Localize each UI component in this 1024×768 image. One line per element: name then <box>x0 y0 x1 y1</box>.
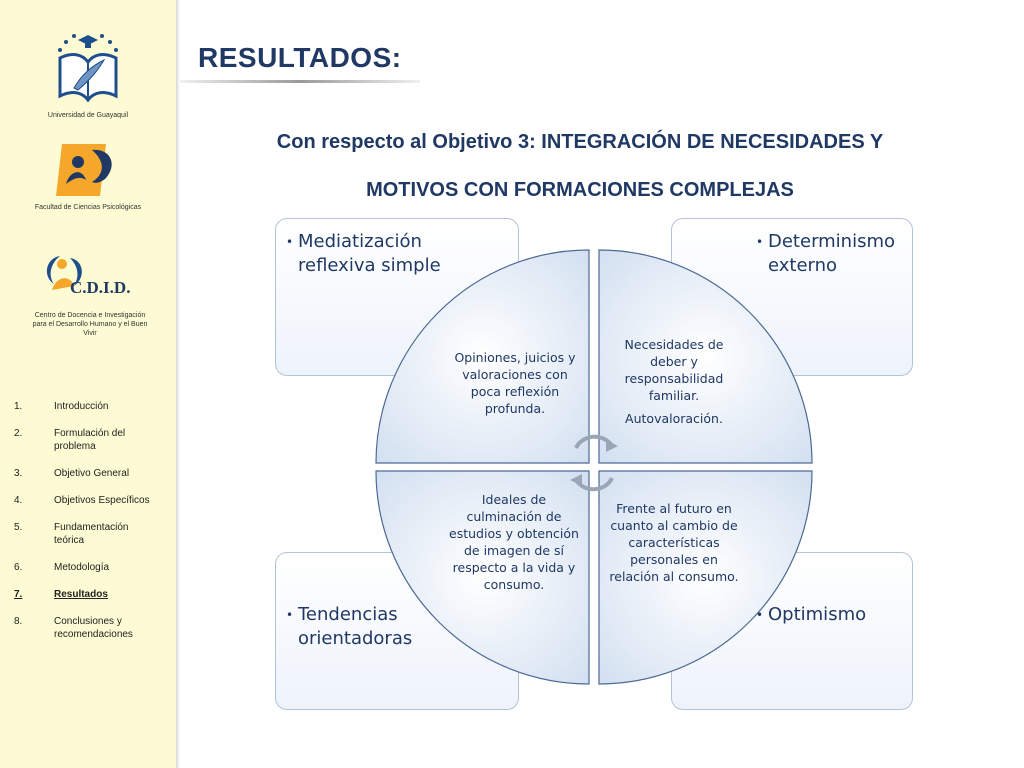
cdid-caption: Centro de Docencia e Investigación para el Desarrollo Humano y el Buen Vivir <box>32 312 148 337</box>
label-top-right: • Determinismo externo <box>756 231 896 276</box>
nav-item-conclusiones[interactable]: 8. Conclusiones y recomendaciones <box>14 616 133 640</box>
page-title: RESULTADOS: <box>198 42 402 73</box>
faculty-caption: Facultad de Ciencias Psicológicas <box>34 204 142 211</box>
segment-text-bottom-right: Frente al futuro en cuanto al cambio de características personales en relación al consumo. <box>609 501 739 584</box>
segment-text-top-left: Opiniones, juicios y valoraciones con poca reflexión profunda. <box>454 350 576 416</box>
university-caption: Universidad de Guayaquil <box>47 112 129 119</box>
cdid-logo-text: C.D.I.D. <box>70 278 131 297</box>
label-bottom-right: • Optimismo <box>756 604 867 625</box>
nav-item-introduccion[interactable]: 1. Introducción <box>14 401 109 412</box>
subtitle-line-1: Con respecto al Objetivo 3: INTEGRACIÓN DE NECESIDADES Y <box>276 131 884 153</box>
segment-text-bottom-left: Ideales de culminación de estudios y obtención de imagen de sí respecto a la vida y consumo. <box>449 492 579 592</box>
nav-item-objetivo-general[interactable]: 3. Objetivo General <box>14 468 130 479</box>
nav-item-resultados[interactable]: 7. Resultados <box>14 589 108 600</box>
nav-item-formulacion[interactable]: 2. Formulación del problema <box>14 428 126 452</box>
subtitle-line-2: MOTIVOS CON FORMACIONES COMPLEJAS <box>366 179 794 201</box>
segment-text-top-right: Necesidades de deber y responsabilidad familiar. Autovaloración. <box>624 337 724 426</box>
label-bottom-left: • Tendencias orientadoras <box>286 604 413 649</box>
nav-item-metodologia[interactable]: 6. Metodología <box>14 562 110 573</box>
nav-item-fundamentacion[interactable]: 5. Fundamentación teórica <box>14 522 129 546</box>
label-top-left: • Mediatización reflexiva simple <box>286 231 441 276</box>
nav-item-objetivos-especificos[interactable]: 4. Objetivos Específicos <box>14 495 150 506</box>
